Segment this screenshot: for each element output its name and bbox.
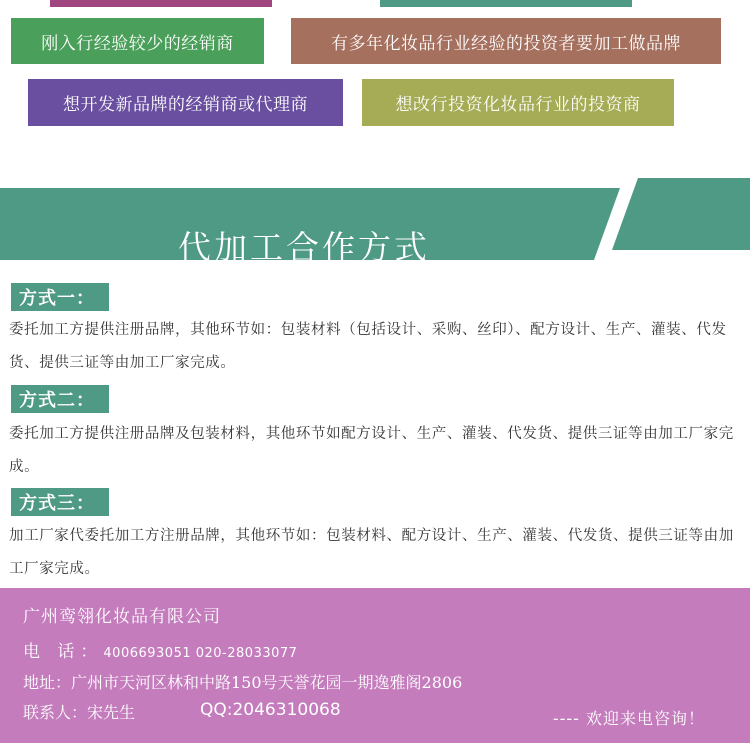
top-strip-right (380, 0, 632, 7)
contact-footer (0, 588, 750, 743)
method-1-text: 委托加工方提供注册品牌，其他环节如：包装材料（包括设计、采购、丝印）、配方设计、生产、灌装、代发货、提供三证等由加工厂家完成。 (9, 322, 727, 371)
method-3-label: 方式三： (11, 488, 109, 516)
tag-experienced-investor: 有多年化妆品行业经验的投资者要加工做品牌 (291, 18, 721, 64)
method-3-text: 加工厂家代委托加工方注册品牌，其他环节如：包装材料、配方设计、生产、灌装、代发货、提供三证等由加工厂家完成。 (9, 528, 734, 577)
welcome-message: ---- 欢迎来电咨询！ (552, 709, 705, 728)
banner-title: 代加工合作方式 (178, 228, 430, 267)
top-strip-left (50, 0, 272, 7)
contact-person: 联系人：宋先生 (23, 703, 136, 722)
method-2-label: 方式二： (11, 385, 109, 413)
address: 地址：广州市天河区林和中路150号天誉花园一期逸雅阁2806 (23, 673, 463, 692)
phone-label: 电 话： (23, 642, 104, 662)
tag-career-change-investor: 想改行投资化妆品行业的投资商 (362, 79, 674, 126)
company-name: 广州鸾翎化妆品有限公司 (23, 607, 221, 627)
qq-number: QQ:2046310068 (200, 700, 341, 720)
method-2-text: 委托加工方提供注册品牌及包装材料，其他环节如配方设计、生产、灌装、代发货、提供三证等由加工厂家完成。 (9, 426, 734, 475)
tag-new-brand-dealer: 想开发新品牌的经销商或代理商 (28, 79, 343, 126)
method-1-label: 方式一： (11, 283, 109, 311)
phone-numbers: 4006693051 020-28033077 (103, 646, 298, 661)
phone-row (23, 637, 297, 662)
tag-new-dealer: 刚入行经验较少的经销商 (11, 18, 264, 64)
